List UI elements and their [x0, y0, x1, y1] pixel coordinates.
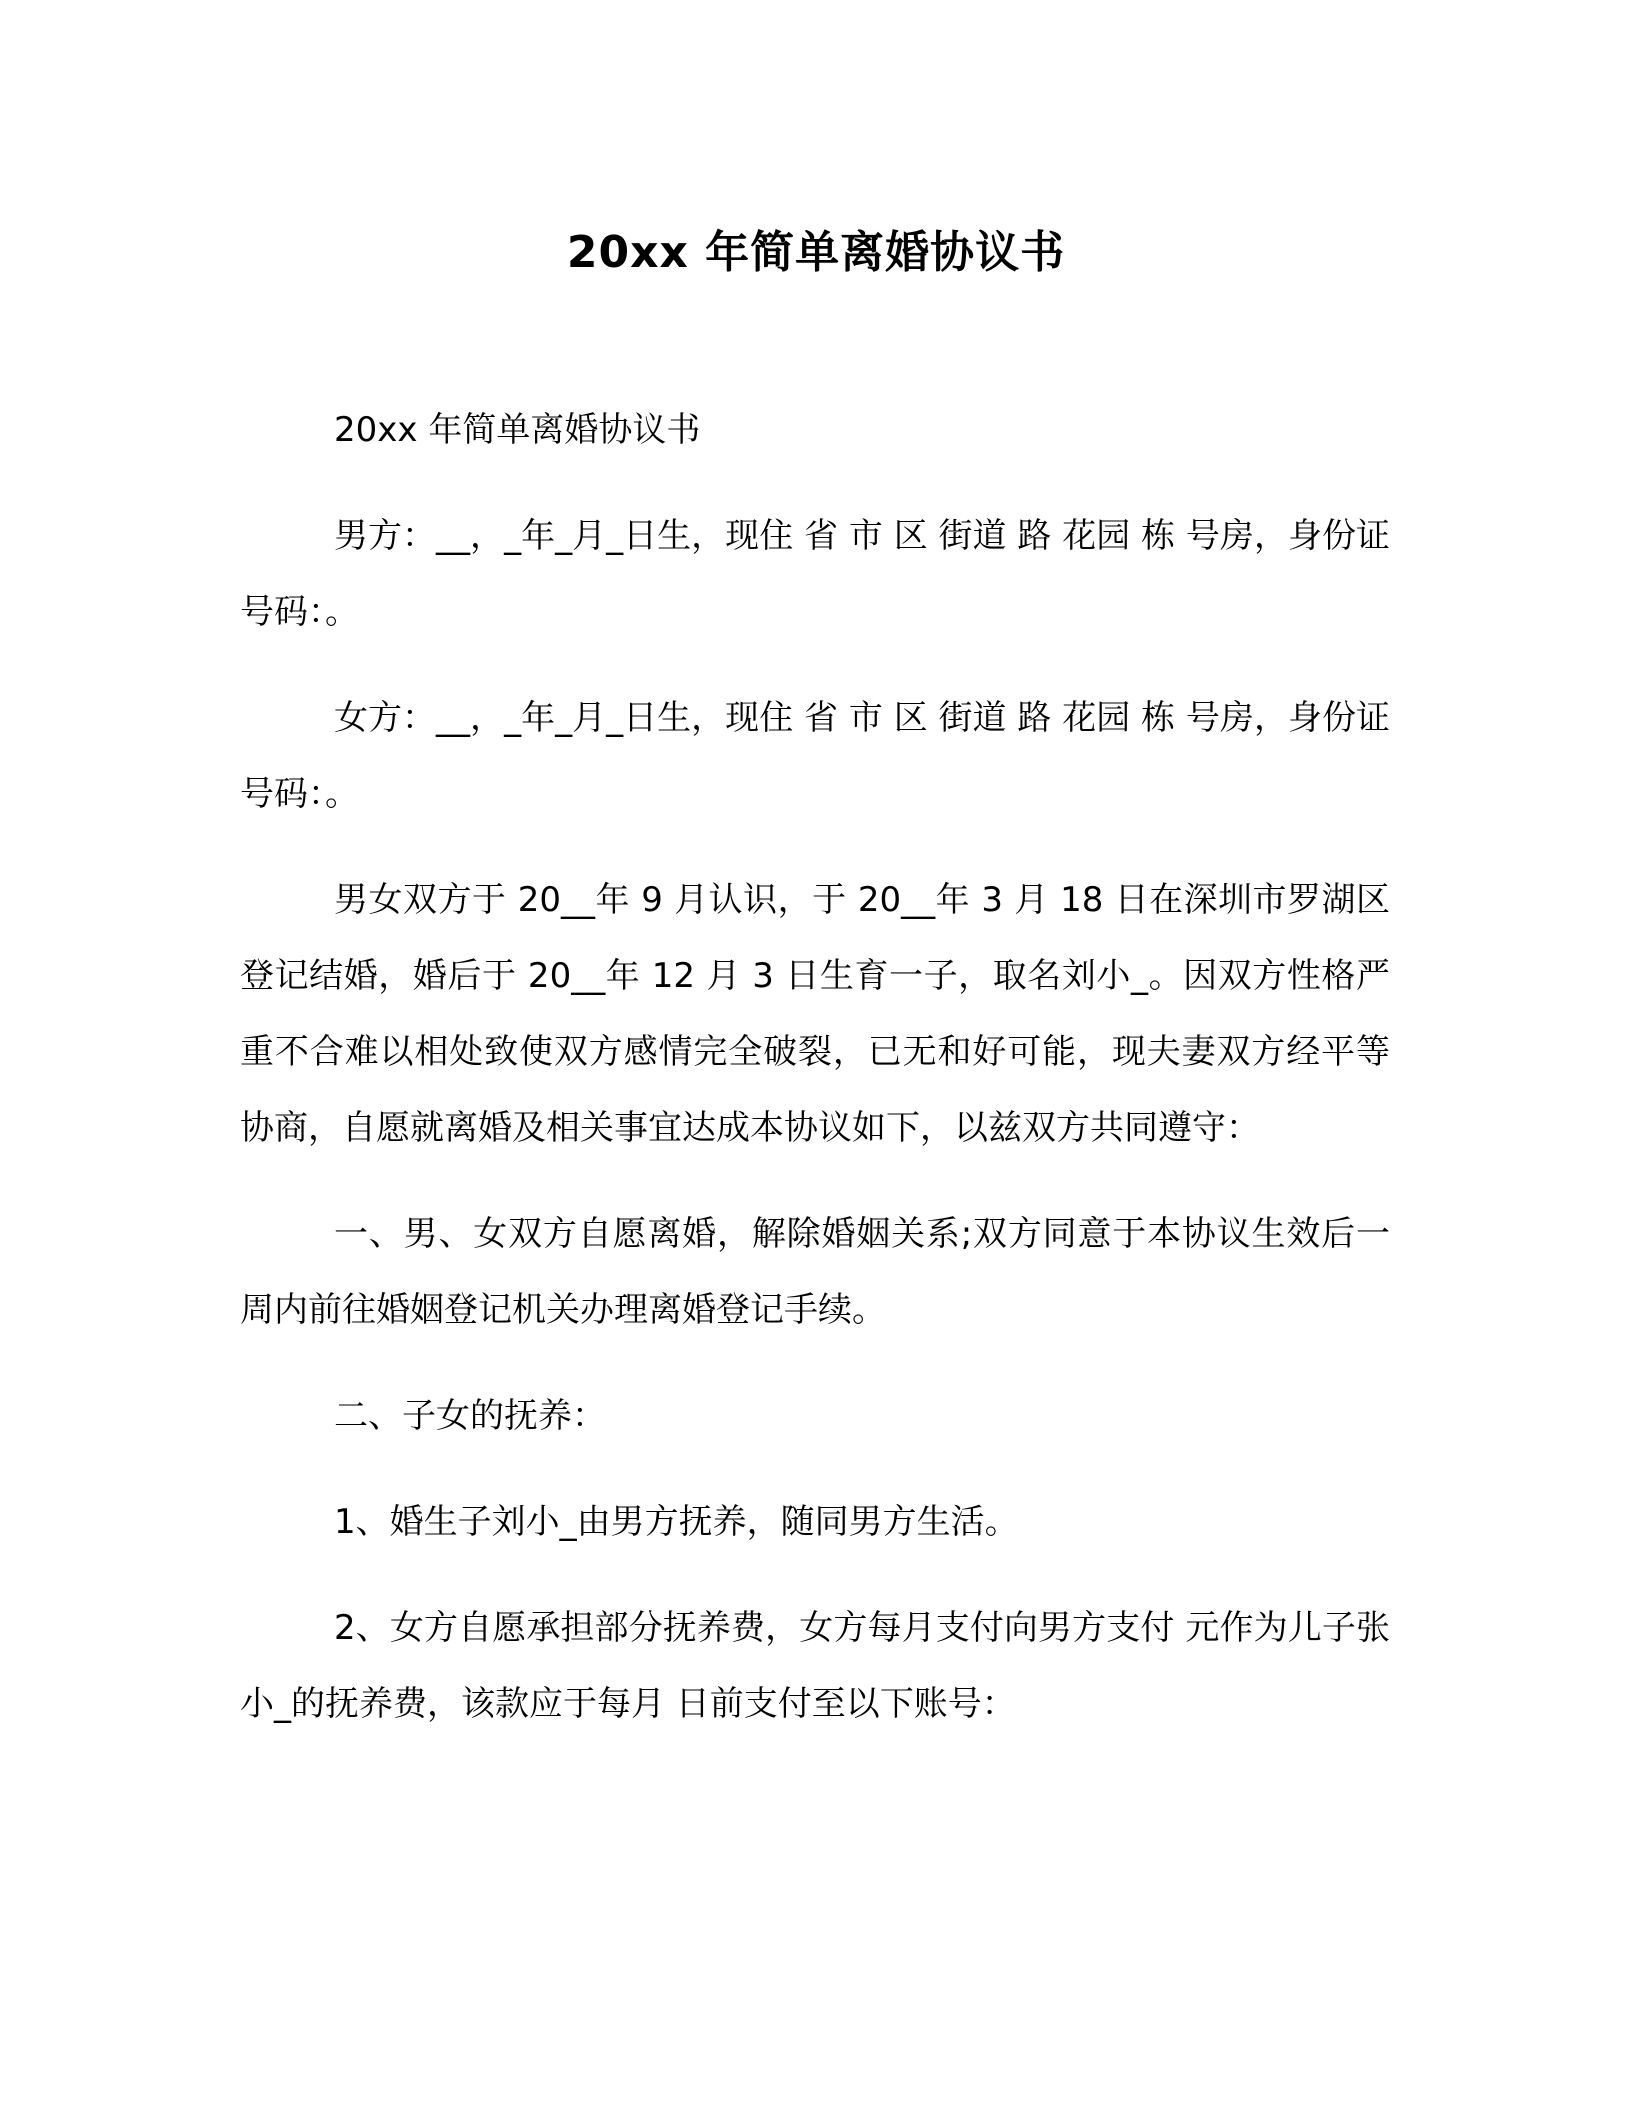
paragraph-background: 男女双方于 20__年 9 月认识，于 20__年 3 月 18 日在深圳市罗湖区登记结婚，婚后于 20__年 12 月 3 日生育一子，取名刘小_。因双方性格严重不合难以相处致使双方感情完全破裂，已无和好可能，现夫妻双方经平等协商，自愿就离婚及相关事宜达成本协议如下，以兹双方共同遵守：	[240, 880, 1390, 1148]
paragraph-male-party: 男方：__，_年_月_日生，现住 省 市 区 街道 路 花园 栋 号房，身份证号码：。	[240, 516, 1390, 632]
paragraph-heading: 20xx 年简单离婚协议书	[334, 410, 701, 450]
paragraph-clause-2-1: 1、婚生子刘小_由男方抚养，随同男方生活。	[334, 1502, 1019, 1542]
paragraph-clause-2-2: 2、女方自愿承担部分抚养费，女方每月支付向男方支付 元作为儿子张小_的抚养费，该款应于每月 日前支付至以下账号：	[240, 1608, 1390, 1724]
paragraph-clause-2: 二、子女的抚养：	[334, 1396, 606, 1436]
paragraph-female-party: 女方：__，_年_月_日生，现住 省 市 区 街道 路 花园 栋 号房，身份证号码：。	[240, 698, 1390, 814]
document-body	[240, 392, 1390, 1772]
paragraph-clause-1: 一、男、女双方自愿离婚，解除婚姻关系;双方同意于本协议生效后一周内前往婚姻登记机关办理离婚登记手续。	[240, 1214, 1390, 1330]
document-title: 20xx 年简单离婚协议书	[566, 227, 1066, 278]
